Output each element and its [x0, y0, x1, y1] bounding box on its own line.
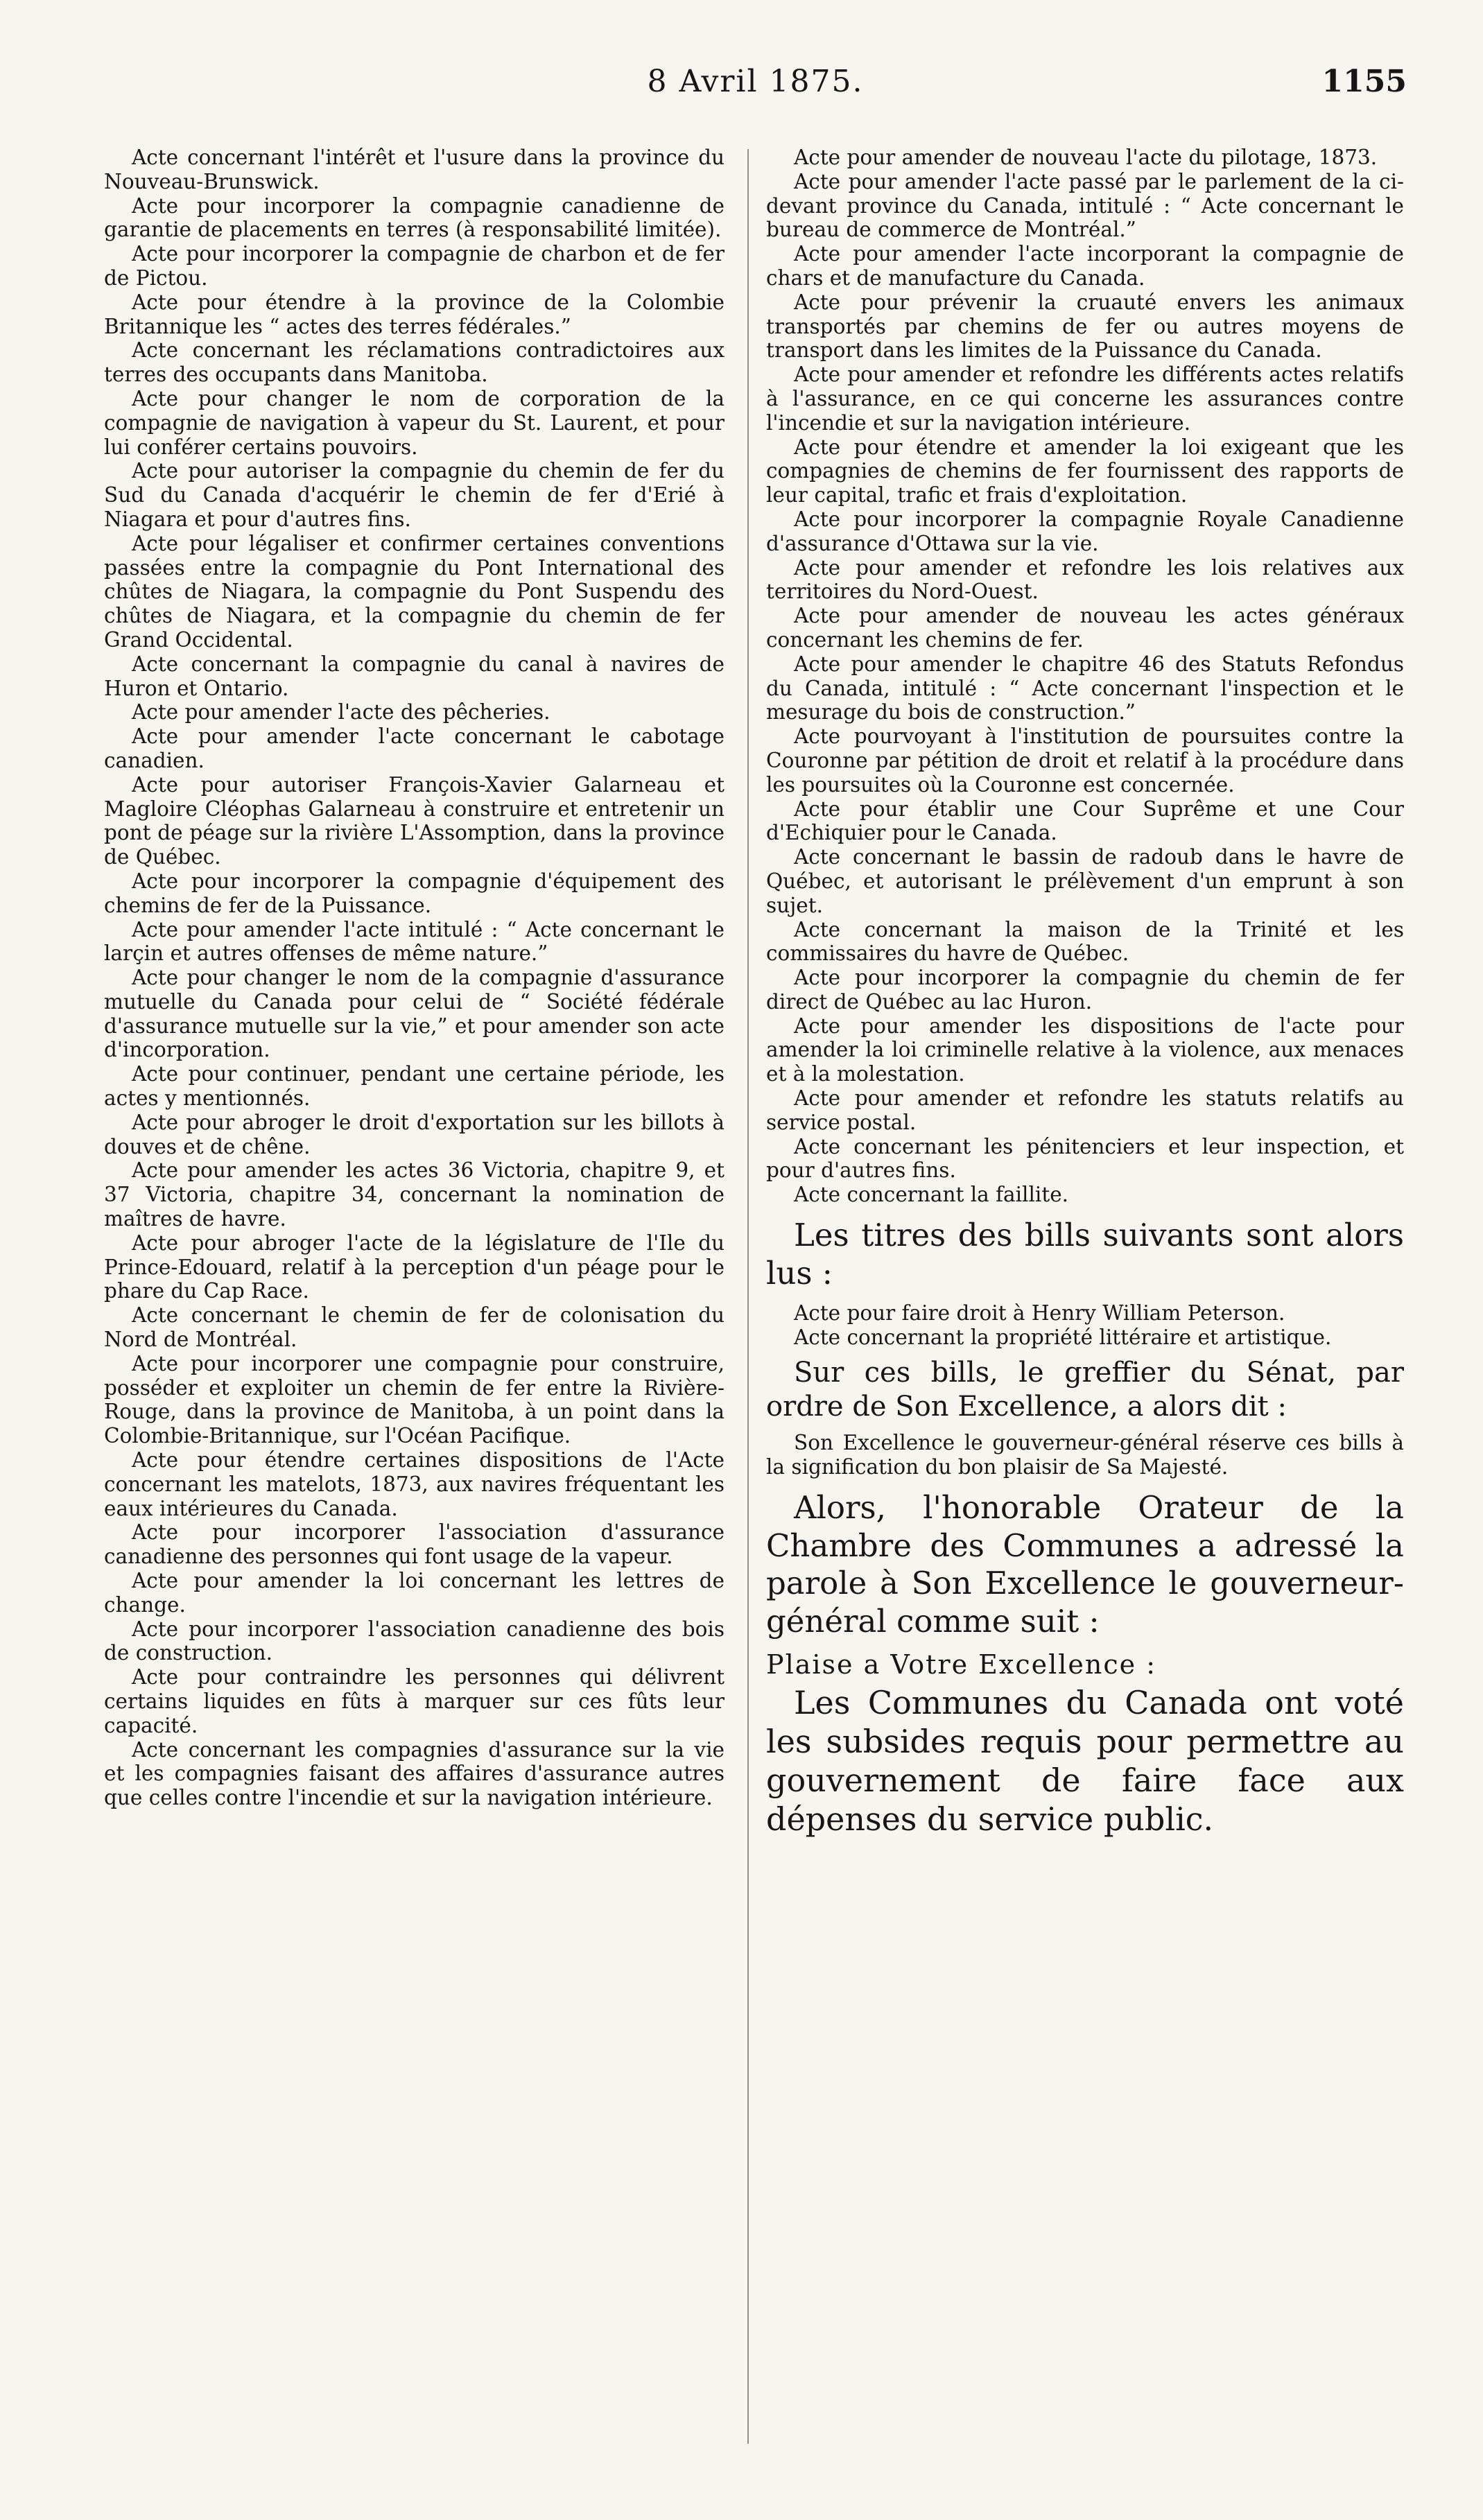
act-title: Acte pour établir une Cour Suprême et une Cour d'Echiquier pour le Canada. — [766, 797, 1404, 845]
act-title: Acte pour amender la loi concernant les lettres de change. — [104, 1569, 725, 1617]
column-divider — [747, 149, 749, 2444]
act-title: Acte pour incorporer la compagnie d'équipement des chemins de fer de la Puissance. — [104, 869, 725, 917]
act-title: Acte pour amender l'acte incorporant la compagnie de chars et de manufacture du Canada. — [766, 242, 1404, 290]
act-title: Acte pour abroger le droit d'exportation sur les billots à douves et de chêne. — [104, 1110, 725, 1158]
act-title: Acte pour étendre certaines dispositions de l'Acte concernant les matelots, 1873, aux navires fréquentant les eaux intérieures du Canada. — [104, 1448, 725, 1520]
act-title: Acte pour incorporer la compagnie Royale Canadienne d'assurance d'Ottawa sur la vie. — [766, 507, 1404, 555]
act-title: Acte concernant le bassin de radoub dans le havre de Québec, et autorisant le prélèvement d'un emprunt à son sujet. — [766, 845, 1404, 917]
act-title: Acte pour étendre à la province de la Colombie Britannique les “ actes des terres fédérales.” — [104, 290, 725, 338]
act-title: Acte pour amender l'acte concernant le cabotage canadien. — [104, 724, 725, 772]
act-title: Acte pour incorporer la compagnie canadienne de garantie de placements en terres (à responsabilité limitée). — [104, 193, 725, 242]
act-title: Acte pour étendre et amender la loi exigeant que les compagnies de chemins de fer fournissent des rapports de leur capital, trafic et frais d'exploitation. — [766, 435, 1404, 507]
act-title: Acte concernant l'intérêt et l'usure dans la province du Nouveau-Brunswick. — [104, 146, 725, 193]
act-title: Acte concernant les pénitenciers et leur inspection, et pour d'autres fins. — [766, 1134, 1404, 1183]
act-title: Acte concernant les réclamations contradictoires aux terres des occupants dans Manitoba. — [104, 338, 725, 387]
right-column — [766, 146, 1404, 1839]
act-title: Acte pour incorporer la compagnie du chemin de fer direct de Québec au lac Huron. — [766, 966, 1404, 1014]
act-title: Acte concernant la faillite. — [794, 1183, 1069, 1207]
act-title: Acte pour incorporer l'association canadienne des bois de construction. — [104, 1617, 725, 1665]
bill-title: Acte concernant la propriété littéraire et artistique. — [794, 1325, 1332, 1349]
act-title: Acte pour amender les dispositions de l'acte pour amender la loi criminelle relative à la violence, aux menaces et à la molestation. — [766, 1014, 1404, 1086]
act-title: Acte pour amender de nouveau l'acte du pilotage, 1873. — [794, 146, 1378, 169]
act-title: Acte pour amender le chapitre 46 des Statuts Refondus du Canada, intitulé : “ Acte concernant l'inspection et le mesurage du bois de construction.” — [766, 652, 1404, 724]
act-title: Acte pour amender l'acte des pêcheries. — [132, 700, 550, 724]
act-title: Acte pour amender et refondre les statuts relatifs au service postal. — [766, 1086, 1404, 1134]
left-column — [104, 146, 725, 1810]
act-title: Acte pour incorporer la compagnie de charbon et de fer de Pictou. — [104, 242, 725, 290]
act-title: Acte pour autoriser la compagnie du chemin de fer du Sud du Canada d'acquérir le chemin de fer d'Erié à Niagara et pour d'autres fins. — [104, 459, 725, 531]
greffier-heading: Sur ces bills, le greffier du Sénat, par ordre de Son Excellence, a alors dit : — [766, 1357, 1404, 1423]
right-acts-list — [766, 146, 1404, 1207]
act-title: Acte pour amender et refondre les lois relatives aux territoires du Nord-Ouest. — [766, 555, 1404, 604]
page-header — [104, 64, 1407, 112]
act-title: Acte pour légaliser et confirmer certaines conventions passées entre la compagnie du Pont International des chûtes de Niagara, la compagnie du Pont Suspendu des chûtes de Niagara, et la compagnie du chemin de fer Grand Occidental. — [104, 531, 725, 652]
act-title: Acte pour amender l'acte passé par le parlement de la ci-devant province du Canada, intitulé : “ Acte concernant le bureau de commerce de Montréal.” — [766, 169, 1404, 242]
act-title: Acte pour amender les actes 36 Victoria, chapitre 9, et 37 Victoria, chapitre 34, concernant la nomination de maîtres de havre. — [104, 1158, 725, 1231]
governor-note: Son Excellence le gouverneur-général réserve ces bills à la signification du bon plaisir de Sa Majesté. — [766, 1431, 1404, 1479]
act-title: Acte pour amender l'acte intitulé : “ Acte concernant le larçin et autres offenses de même nature.” — [104, 917, 725, 966]
act-title: Acte pourvoyant à l'institution de poursuites contre la Couronne par pétition de droit et relatif à la procédure dans les poursuites où la Couronne est concernée. — [766, 724, 1404, 797]
act-title: Acte pour incorporer une compagnie pour construire, posséder et exploiter un chemin de fer entre la Rivière-Rouge, dans la province de Manitoba, à un point dans la Colombie-Britannique, sur l'Océan Pacifique. — [104, 1351, 725, 1448]
final-text: Les Communes du Canada ont voté les subsides requis pour permettre au gouvernement de faire face aux dépenses du service public. — [766, 1684, 1404, 1839]
act-title: Acte pour incorporer l'association d'assurance canadienne des personnes qui font usage de la vapeur. — [104, 1520, 725, 1569]
bills-heading: Les titres des bills suivants sont alors lus : — [766, 1217, 1404, 1292]
plaise-line: Plaise a Votre Excellence : — [766, 1649, 1157, 1680]
act-title: Acte concernant la compagnie du canal à navires de Huron et Ontario. — [104, 652, 725, 700]
act-title: Acte pour amender de nouveau les actes généraux concernant les chemins de fer. — [766, 604, 1404, 652]
act-title: Acte pour changer le nom de corporation de la compagnie de navigation à vapeur du St. Laurent, et pour lui conférer certains pouvoirs. — [104, 386, 725, 459]
act-title: Acte concernant la maison de la Trinité et les commissaires du havre de Québec. — [766, 917, 1404, 966]
act-title: Acte pour amender et refondre les différents actes relatifs à l'assurance, en ce qui concerne les assurances contre l'incendie et sur la navigation intérieure. — [766, 363, 1404, 435]
header-date: 8 Avril 1875. — [647, 64, 864, 99]
orateur-heading: Alors, l'honorable Orateur de la Chambre des Communes a adressé la parole à Son Excellence le gouverneur-général comme suit : — [766, 1488, 1404, 1640]
act-title: Acte pour autoriser François-Xavier Galarneau et Magloire Cléophas Galarneau à construire et entretenir un pont de péage sur la rivière L'Assomption, dans la province de Québec. — [104, 772, 725, 869]
page-number: 1155 — [1321, 64, 1407, 99]
act-title: Acte pour changer le nom de la compagnie d'assurance mutuelle du Canada pour celui de “ Société fédérale d'assurance mutuelle sur la vie,” et pour amender son acte d'incorporation. — [104, 966, 725, 1062]
act-title: Acte pour prévenir la cruauté envers les animaux transportés par chemins de fer ou autres moyens de transport dans les limites de la Puissance du Canada. — [766, 290, 1404, 363]
act-title: Acte concernant le chemin de fer de colonisation du Nord de Montréal. — [104, 1303, 725, 1352]
act-title: Acte pour abroger l'acte de la législature de l'Ile du Prince-Edouard, relatif à la perception d'un péage pour le phare du Cap Race. — [104, 1231, 725, 1303]
bill-title: Acte pour faire droit à Henry William Peterson. — [794, 1301, 1285, 1325]
bills-list — [766, 1301, 1404, 1350]
act-title: Acte concernant les compagnies d'assurance sur la vie et les compagnies faisant des affaires d'assurance autres que celles contre l'incendie et sur la navigation intérieure. — [104, 1737, 725, 1810]
act-title: Acte pour contraindre les personnes qui délivrent certains liquides en fûts à marquer sur ces fûts leur capacité. — [104, 1665, 725, 1737]
act-title: Acte pour continuer, pendant une certaine période, les actes y mentionnés. — [104, 1062, 725, 1111]
